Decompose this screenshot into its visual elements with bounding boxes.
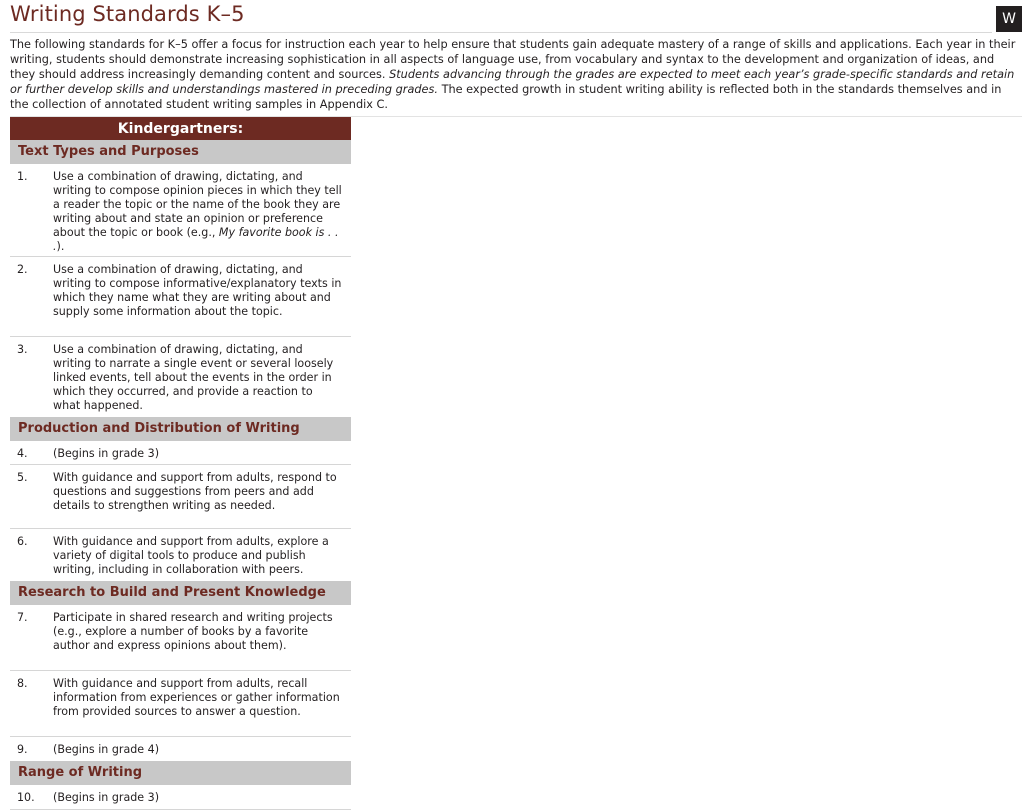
standard-number: 8. xyxy=(17,677,28,690)
standard-text: With guidance and support from adults, recall information from experiences or gather information from provided sources to answer a question. xyxy=(53,677,340,719)
standard-number: 10. xyxy=(17,791,35,804)
standard-number: 3. xyxy=(17,343,28,356)
standard-row xyxy=(10,529,351,581)
intro-text-end: The expected growth in student writing ability is reflected both in the standards themselves and in the collection of annotated student writing samples in Appendix C. xyxy=(10,83,1002,111)
standard-text: (Begins in grade 4) xyxy=(53,743,160,756)
standard-text: Participate in shared research and writing projects (e.g., explore a number of books by a favorite author and express opinions about them). xyxy=(53,611,333,653)
standard-text: (Begins in grade 3) xyxy=(53,447,160,460)
standard-number: 2. xyxy=(17,263,28,276)
standard-row xyxy=(10,465,351,529)
standard-number: 9. xyxy=(17,743,28,756)
section-badge: W xyxy=(996,6,1022,32)
standard-number: 6. xyxy=(17,535,28,548)
grade-header: Kindergartners: xyxy=(10,117,351,140)
standard-example: My favorite book is . . . xyxy=(53,226,339,254)
standard-number: 5. xyxy=(17,471,28,484)
intro-text: The following standards for K–5 offer a focus for instruction each year to help ensure that students gain adequate mastery of a range of skills and applications. Each year in their writing, students should demonstrate increasing sophistication in all aspects of language use, from vocabulary and syntax to the development and organization of ideas, and they should address increasingly demanding content and sources. xyxy=(10,38,1016,81)
standard-text-main: Use a combination of drawing, dictating, and writing to compose opinion pieces in which they tell a reader the topic or the name of the book they are writing about and state an opinion or preference about the topic or book (e.g., xyxy=(53,170,342,240)
standard-row xyxy=(10,164,351,257)
strand-header-production: Production and Distribution of Writing xyxy=(10,417,351,441)
strand-header-research: Research to Build and Present Knowledge xyxy=(10,581,351,605)
standard-text: With guidance and support from adults, explore a variety of digital tools to produce and publish writing, including in collaboration with peers. xyxy=(53,535,329,577)
standard-text-end: ). xyxy=(56,240,65,254)
standard-text: (Begins in grade 3) xyxy=(53,791,160,804)
standard-text: Use a combination of drawing, dictating, and writing to narrate a single event or several loosely linked events, tell about the events in the order in which they occurred, and provide a reaction to what happened. xyxy=(53,343,334,413)
standard-text xyxy=(53,170,343,255)
standard-number: 1. xyxy=(17,170,28,183)
standards-table xyxy=(10,117,351,810)
standard-row xyxy=(10,737,351,761)
standard-number: 4. xyxy=(17,447,28,460)
standard-text: With guidance and support from adults, respond to questions and suggestions from peers and add details to strengthen writing as needed. xyxy=(53,471,337,513)
standard-row xyxy=(10,257,351,337)
page-title: Writing Standards K–5 xyxy=(10,2,245,26)
intro-italic-text: Students advancing through the grades are expected to meet each year’s grade-specific standards and retain or further develop skills and understandings mastered in preceding grades. xyxy=(10,68,1015,96)
standard-text: Use a combination of drawing, dictating, and writing to compose informative/explanatory texts in which they name what they are writing about and supply some information about the topic. xyxy=(53,263,342,319)
intro-paragraph xyxy=(10,37,1022,112)
strand-header-text-types: Text Types and Purposes xyxy=(10,140,351,164)
title-divider xyxy=(10,32,992,33)
standard-row xyxy=(10,337,351,417)
standard-row xyxy=(10,605,351,671)
standard-row xyxy=(10,671,351,737)
standard-row xyxy=(10,441,351,465)
standard-number: 7. xyxy=(17,611,28,624)
standard-row xyxy=(10,785,351,810)
strand-header-range: Range of Writing xyxy=(10,761,351,785)
